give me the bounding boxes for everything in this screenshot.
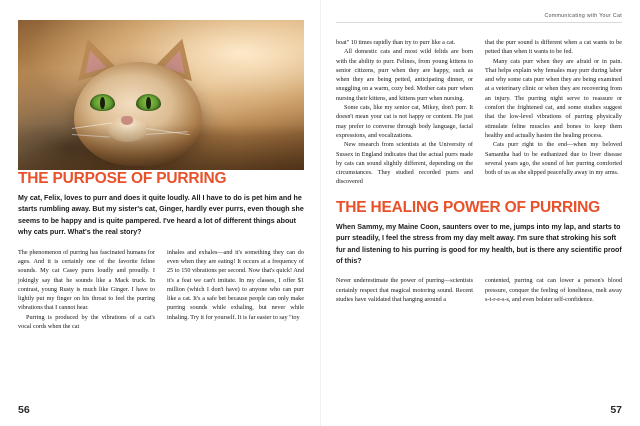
cat-pupil-left-icon bbox=[100, 97, 105, 109]
paragraph: boat" 10 times rapidly than try to purr like a cat. bbox=[336, 39, 456, 46]
photo-vignette bbox=[18, 124, 304, 170]
page-number-right: 57 bbox=[610, 404, 622, 416]
page-right bbox=[320, 0, 640, 426]
paragraph: New research from scientists at the University of Sussex in England indicates that the actual purrs made by cats can sound slightly different, depending on the circumstances. They studied recorded purrs and discovered bbox=[336, 141, 473, 186]
paragraph: Cats purr right to the end—when my beloved Samantha had to be euthanized due to liver disease several years ago, the sound of her purring comforted both of us as she slipped peacefully away in my arms. bbox=[485, 141, 622, 177]
paragraph: contented, purring cat can lower a person's blood pressure, conquer the feeling of loneliness, melt away s-t-r-e-s-s, and even bolster self-confidence. bbox=[485, 277, 622, 303]
page-number-left: 56 bbox=[18, 404, 30, 416]
question-deck-purpose: My cat, Felix, loves to purr and does it quite loudly. All I have to do is pet him and he starts rumbling away. But my sister's cat, Ginger, hardly ever purrs, even though she seems to be happy and is quite pampered. I've heard a lot of different things about why cats purr. What's the real story? bbox=[18, 194, 304, 237]
cat-pupil-right-icon bbox=[146, 97, 151, 109]
paragraph: Never underestimate the power of purring—scientists certainly respect that magical motoring sound. Recent studies have validated that hanging around a bbox=[336, 277, 473, 303]
right-top-columns bbox=[336, 38, 622, 187]
section-heading-healing: THE HEALING POWER OF PURRING bbox=[336, 198, 600, 216]
page-gutter bbox=[320, 0, 321, 426]
cat-eye-left-icon bbox=[90, 94, 115, 111]
paragraph: All domestic cats and most wild felids are born with the ability to purr. Felines, from young kittens to senior citizens, purr when they are happy, such as when they are being petted, anticipating dinner, or snuggling on a warm, cozy bed. Mother cats purr when nursing their kittens, and kittens purr when nursing. bbox=[336, 48, 473, 102]
right-column-2 bbox=[485, 38, 622, 187]
right-bottom-columns bbox=[336, 276, 622, 304]
left-column-2 bbox=[167, 248, 304, 332]
question-deck-healing: When Sammy, my Maine Coon, saunters over to me, jumps into my lap, and starts to purr steadily, I feel the stress from my day melt away. I'm sure that stroking his soft fur and listening to his purring is good for my health, but is there any scientific proof of this? bbox=[336, 222, 622, 265]
left-body-columns bbox=[18, 248, 304, 332]
paragraph: Some cats, like my senior cat, Mikey, don't purr. It doesn't mean your cat is not happy or content. He just may prefer to converse through body language, facial expressions, and vocalizations. bbox=[336, 104, 473, 139]
right-bottom-column-1 bbox=[336, 276, 473, 304]
right-bottom-column-2 bbox=[485, 276, 622, 304]
cat-eye-right-icon bbox=[136, 94, 161, 111]
paragraph: that the purr sound is different when a cat wants to be petted than when it wants to be fed. bbox=[485, 39, 622, 56]
right-column-1 bbox=[336, 38, 473, 187]
paragraph: inhales and exhales—and it's something they can do even when they are eating! It occurs at a frequency of 25 to 150 vibrations per second. Now that's quick! And it's a feat we can't imitate. In my classes, I offer $1 million (which I don't have) to anyone who can purr like a cat. It's a safe bet because people can only make purring sounds while exhaling, but never while inhaling. Try it for yourself. It is far easier to say "toy bbox=[167, 248, 304, 321]
section-heading-purpose: THE PURPOSE OF PURRING bbox=[18, 170, 227, 187]
paragraph: Purring is produced by the vibrations of a cat's vocal cords when the cat bbox=[18, 313, 155, 330]
running-head: Communicating with Your Cat bbox=[544, 13, 622, 19]
paragraph: The phenomenon of purring has fascinated humans for ages. And it is certainly one of the favorite feline sounds. My cat Casey purrs loudly and proudly. I jokingly say that he sounds like a Mack truck. In contrast, young Rusty is much like Ginger. I have to lightly put my finger on his throat to feel the purring vibrations that I cannot hear. bbox=[18, 248, 155, 312]
cat-photo bbox=[18, 20, 304, 170]
running-head-rule bbox=[336, 22, 622, 23]
left-column-1 bbox=[18, 248, 155, 332]
paragraph: Many cats purr when they are afraid or in pain. That helps explain why females may purr during labor and why some cats purr when they are being examined at a veterinary clinic or when they are recovering from an injury. The purring night serve to reassure or comfort the frightened cat, and some studies suggest that the low-level vibrations of purring physically stimulate feline muscles and bones to keep them healthy and actually hasten the healing process. bbox=[485, 57, 622, 139]
